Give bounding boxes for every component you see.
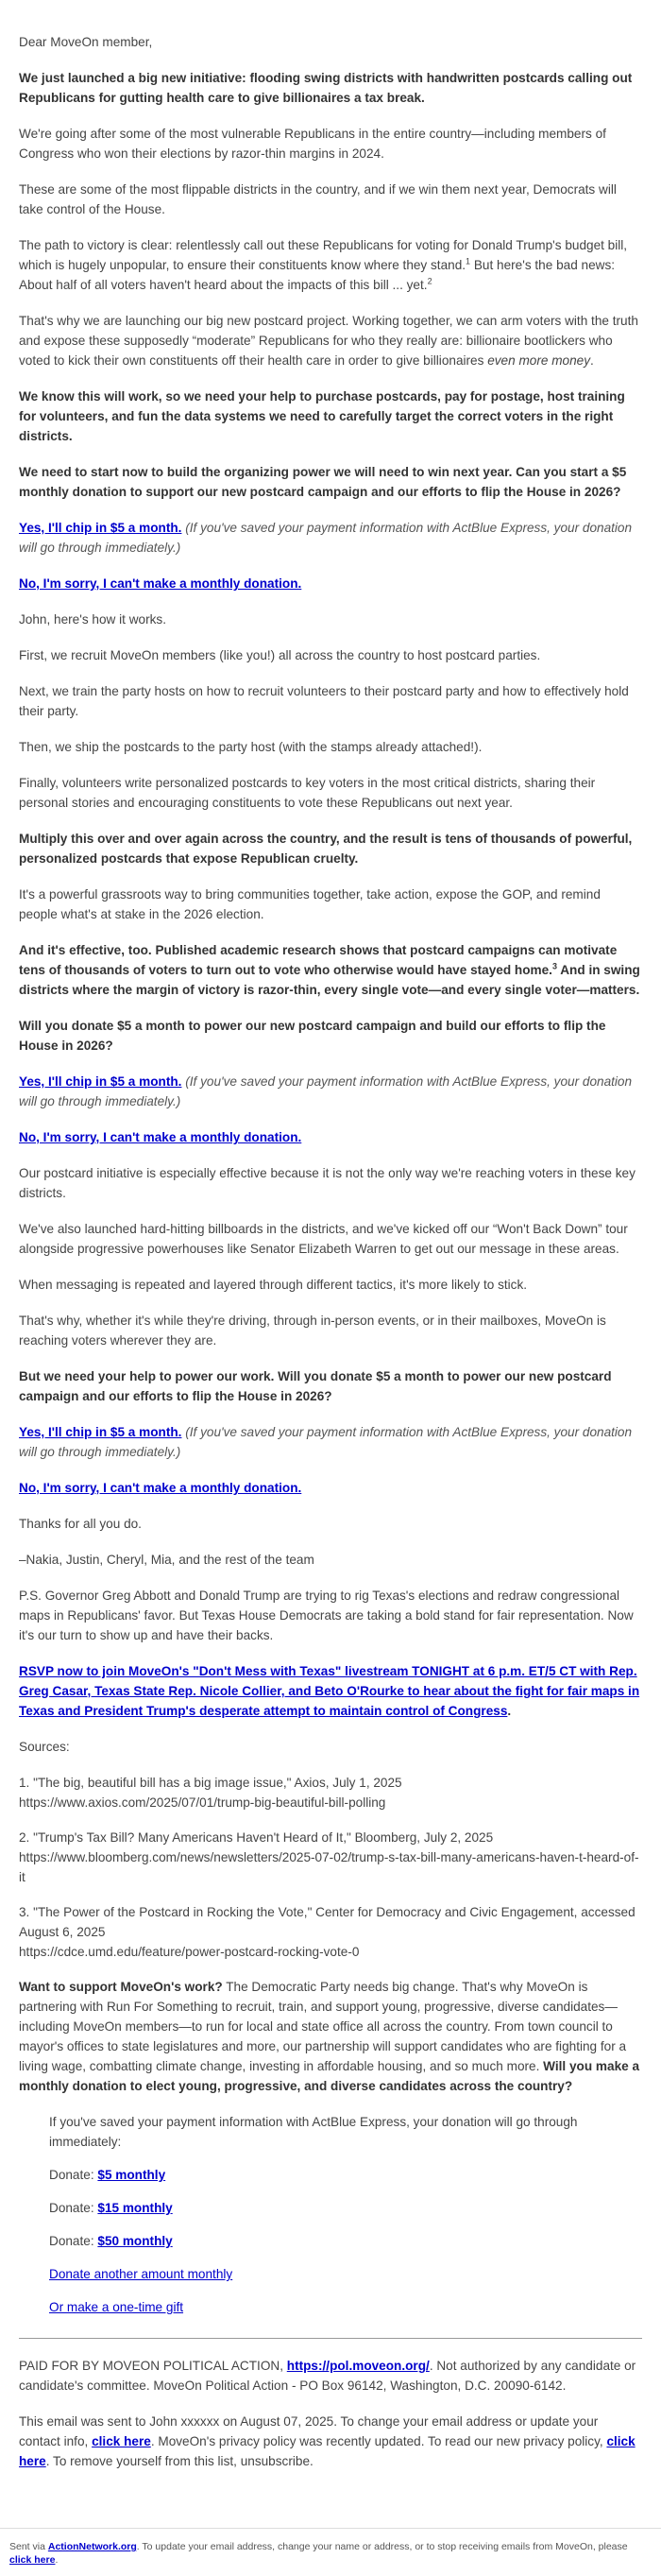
paragraph-billboards: We've also launched hard-hitting billboards in the districts, and we've kicked off our “Won't Back Down” tour alongside progressive powerhouses like Senator Elizabeth Warren to get out our message in these areas. bbox=[19, 1222, 628, 1256]
source-url: https://www.bloomberg.com/news/newsletters/2025-07-02/trump-s-tax-bill-many-americans-haven-t-heard-of-it bbox=[19, 1850, 639, 1884]
donate-15-monthly-link[interactable]: $15 monthly bbox=[97, 2201, 173, 2215]
greeting: Dear MoveOn member, bbox=[19, 35, 153, 49]
paragraph-thats-why: That's why, whether it's while they're driving, through in-person events, or in their mailboxes, MoveOn is reaching voters wherever they are. bbox=[19, 1314, 606, 1348]
paragraph-grassroots: It's a powerful grassroots way to bring communities together, take action, expose the GOP, and remind people what's at stake in the 2026 election. bbox=[19, 887, 601, 921]
signature: –Nakia, Justin, Cheryl, Mia, and the rest of the team bbox=[19, 1553, 314, 1567]
rsvp-block: RSVP now to join MoveOn's "Don't Mess with Texas" livestream TONIGHT at 6 p.m. ET/5 CT with Rep. Greg Casar, Texas State Rep. Nicole Collier, and Beto O'Rourke to hear about the fight for fair maps in Texas and President Trump's desperate attempt to maintain control of Congress. bbox=[19, 1664, 640, 1718]
donate-50-monthly-link[interactable]: $50 monthly bbox=[97, 2234, 173, 2248]
donate-row: Donate: $5 monthly bbox=[49, 2168, 166, 2182]
paragraph-going-after: We're going after some of the most vulnerable Republicans in the entire country—including members of Congress who won their elections by razor-thin margins in 2024. bbox=[19, 127, 606, 161]
yes-donate-link[interactable]: Yes, I'll chip in $5 a month. bbox=[19, 521, 182, 535]
paragraph-start-now: We need to start now to build the organizing power we will need to win next year. Can you start a $5 monthly donation to support our new postcard campaign and our efforts to flip the House in 2026? bbox=[19, 465, 627, 499]
footnote-1: 1 bbox=[466, 256, 471, 266]
donate-no-block-1 bbox=[19, 574, 642, 593]
footnote-2: 2 bbox=[427, 276, 432, 286]
donate-yes-block-2 bbox=[19, 1072, 642, 1111]
moveon-pol-link[interactable]: https://pol.moveon.org/ bbox=[286, 2359, 430, 2373]
source-item: 2. "Trump's Tax Bill? Many Americans Haven't Heard of It," Bloomberg, July 2, 2025 https://www.bloomberg.com/news/newsletters/2025-07-02/trump-s-tax-bill-many-americans-haven-t-heard-of-it bbox=[19, 1830, 639, 1884]
paragraph-will-you-donate: Will you donate $5 a month to power our new postcard campaign and build our efforts to flip the House in 2026? bbox=[19, 1019, 606, 1053]
paragraph-but-we-need: But we need your help to power our work. Will you donate $5 a month to power our new postcard campaign and our efforts to flip the House in 2026? bbox=[19, 1369, 612, 1403]
paragraph-path-to-victory: The path to victory is clear: relentlessly call out these Republicans for voting for Donald Trump's budget bill, which is hugely unpopular, to ensure their constituents know where they stand.$^1$ But here's the bad news: About half of all voters haven't heard about the impacts of this bill ... yet.$^2$ bbox=[19, 238, 628, 292]
footer-divider bbox=[19, 2338, 642, 2339]
paragraph-multiply: Multiply this over and over again across the country, and the result is tens of thousands of powerful, personalized postcards that expose Republican cruelty. bbox=[19, 832, 633, 866]
donation-box-note: If you've saved your payment information with ActBlue Express, your donation will go through immediately: bbox=[49, 2115, 578, 2149]
paragraph-know-this-works: We know this will work, so we need your help to purchase postcards, pay for postage, host training for volunteers, and fun the data systems we need to carefully target the correct voters in the right districts. bbox=[19, 389, 625, 443]
paid-for-disclaimer: PAID FOR BY MOVEON POLITICAL ACTION, https://pol.moveon.org/. Not authorized by any candidate or candidate's committee. MoveOn Political Action - PO Box 96142, Washington, D.C. 20090-6142. bbox=[19, 2359, 636, 2393]
no-donate-link[interactable]: No, I'm sorry, I can't make a monthly donation. bbox=[19, 576, 302, 591]
yes-donate-link[interactable]: Yes, I'll chip in $5 a month. bbox=[19, 1074, 182, 1089]
actionnetwork-link[interactable]: ActionNetwork.org bbox=[47, 2541, 137, 2552]
actblue-note: (If you've saved your payment information with ActBlue Express, your donation will go through immediately.) bbox=[19, 521, 633, 555]
one-time-gift-link[interactable]: Or make a one-time gift bbox=[49, 2300, 184, 2314]
donate-yes-block-3 bbox=[19, 1422, 642, 1462]
privacy-policy-link[interactable]: click here bbox=[19, 2434, 636, 2468]
source-item: 1. "The big, beautiful bill has a big image issue," Axios, July 1, 2025 https://www.axios.com/2025/07/01/trump-big-beautiful-bill-polling bbox=[19, 1776, 402, 1810]
paragraph-thanks: Thanks for all you do. bbox=[19, 1517, 142, 1531]
paragraph-first: First, we recruit MoveOn members (like you!) all across the country to host postcard parties. bbox=[19, 648, 541, 662]
rsvp-livestream-link[interactable]: RSVP now to join MoveOn's "Don't Mess with Texas" livestream TONIGHT at 6 p.m. ET/5 CT with Rep. Greg Casar, Texas State Rep. Nicole Collier, and Beto O'Rourke to hear about the fight for fair maps in Texas and President Trump's desperate attempt to maintain control of Congress bbox=[19, 1664, 640, 1718]
source-item: 3. "The Power of the Postcard in Rocking the Vote," Center for Democracy and Civic Engagement, accessed August 6, 2025 https://cdce.umd.edu/feature/power-postcard-rocking-vote-0 bbox=[19, 1905, 636, 1959]
paragraph-launch: That's why we are launching our big new postcard project. Working together, we can arm voters with the truth and expose these supposedly “moderate” Republicans for who they really are: billionaire bootlickers who voted to kick their own constituents off their health care in order to give billionaires even more money. bbox=[19, 314, 638, 368]
donate-no-block-2 bbox=[19, 1127, 642, 1147]
actblue-note: (If you've saved your payment information with ActBlue Express, your donation will go through immediately.) bbox=[19, 1425, 633, 1459]
donate-other-amount-link[interactable]: Donate another amount monthly bbox=[49, 2267, 233, 2281]
email-body bbox=[0, 32, 661, 2471]
intro-paragraph: We just launched a big new initiative: flooding swing districts with handwritten postcards calling out Republicans for gutting health care to give billionaires a tax break. bbox=[19, 71, 633, 105]
donate-5-monthly-link[interactable]: $5 monthly bbox=[97, 2168, 166, 2182]
donation-box bbox=[19, 2112, 642, 2317]
paragraph-especially: Our postcard initiative is especially effective because it is not the only way we're reaching voters in these key districts. bbox=[19, 1166, 636, 1200]
donate-no-block-3 bbox=[19, 1478, 642, 1498]
email-sent-notice: This email was sent to John xxxxxx on August 07, 2025. To change your email address or update your contact info, click here. MoveOn's privacy policy was recently updated. To read our new privacy policy, click here. To remove yourself from this list, unsubscribe. bbox=[19, 2414, 636, 2468]
no-donate-link[interactable]: No, I'm sorry, I can't make a monthly donation. bbox=[19, 1130, 302, 1144]
donate-yes-block-1 bbox=[19, 518, 642, 558]
paragraph-ps: P.S. Governor Greg Abbott and Donald Trump are trying to rig Texas's elections and redraw congressional maps in Republicans' favor. But Texas House Democrats are taking a bold stand for fair representation. Now it's our turn to show up and have their backs. bbox=[19, 1589, 634, 1642]
update-contact-link[interactable]: click here bbox=[92, 2434, 151, 2448]
paragraph-repeated: When messaging is repeated and layered through different tactics, it's more likely to stick. bbox=[19, 1278, 528, 1292]
bottom-bar: Sent via ActionNetwork.org. To update your email address, change your name or address, or to stop receiving emails from MoveOn, please click here. bbox=[0, 2528, 661, 2576]
paragraph-flippable: These are some of the most flippable districts in the country, and if we win them next year, Democrats will take control of the House. bbox=[19, 182, 617, 216]
actblue-note: (If you've saved your payment information with ActBlue Express, your donation will go through immediately.) bbox=[19, 1074, 633, 1108]
paragraph-how-it-works: John, here's how it works. bbox=[19, 612, 166, 627]
paragraph-effective: And it's effective, too. Published academic research shows that postcard campaigns can motivate tens of thousands of voters to turn out to vote who otherwise would have stayed home.$^3$ And in swing districts where the margin of victory is razor-thin, every single vote—and every single voter—matters. bbox=[19, 943, 640, 997]
no-donate-link[interactable]: No, I'm sorry, I can't make a monthly donation. bbox=[19, 1481, 302, 1495]
footnote-3: 3 bbox=[551, 961, 557, 971]
yes-donate-link[interactable]: Yes, I'll chip in $5 a month. bbox=[19, 1425, 182, 1439]
paragraph-then: Then, we ship the postcards to the party host (with the stamps already attached!). bbox=[19, 740, 483, 754]
paragraph-next: Next, we train the party hosts on how to recruit volunteers to their postcard party and how to effectively hold their party. bbox=[19, 684, 629, 718]
sources-label: Sources: bbox=[19, 1740, 70, 1754]
source-url: https://www.axios.com/2025/07/01/trump-big-beautiful-bill-polling bbox=[19, 1795, 386, 1810]
bottom-click-here-link[interactable]: click here bbox=[9, 2554, 56, 2566]
paragraph-finally: Finally, volunteers write personalized postcards to key voters in the most critical districts, sharing their personal stories and encouraging constituents to vote these Republicans out next year. bbox=[19, 776, 596, 810]
donate-row: Donate: $50 monthly bbox=[49, 2234, 173, 2248]
source-url: https://cdce.umd.edu/feature/power-postcard-rocking-vote-0 bbox=[19, 1945, 360, 1959]
paragraph-support-moveon: Want to support MoveOn's work? The Democratic Party needs big change. That's why MoveOn is partnering with Run For Something to recruit, train, and support young, progressive, diverse candidates—including MoveOn members—to run for local and state office all across the country. From town council to mayor's offices to state legislatures and more, our partnership will support candidates who are fighting for a living wage, combatting climate change, investing in affordable housing, and so much more. Will you make a monthly donation to elect young, progressive, and diverse candidates across the country? bbox=[19, 1980, 640, 2093]
donate-row: Donate: $15 monthly bbox=[49, 2201, 173, 2215]
